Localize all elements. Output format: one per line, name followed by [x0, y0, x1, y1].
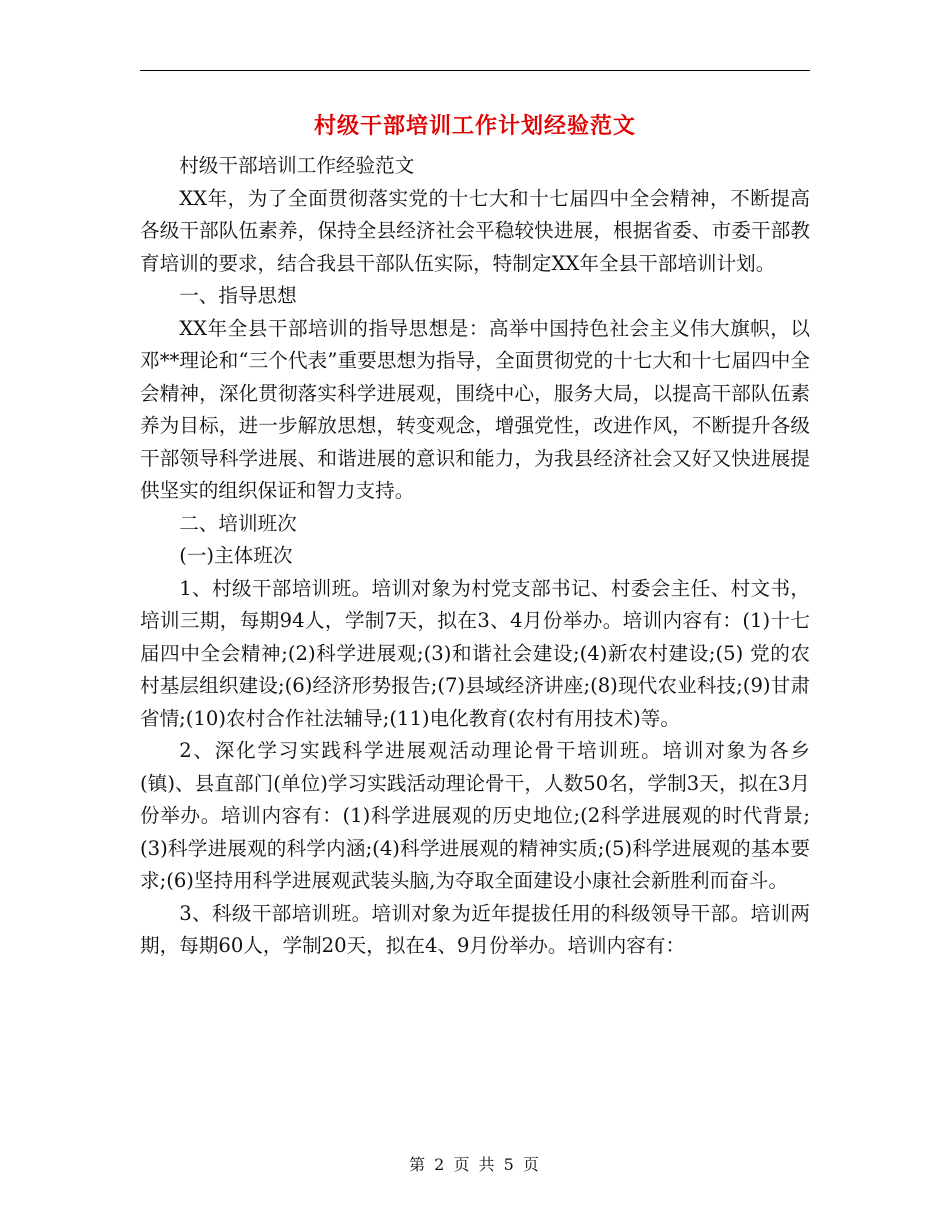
guiding-thought-paragraph: XX年全县干部培训的指导思想是：高举中国持色社会主义伟大旗帜，以邓**理论和“三个代表”重要思想为指导，全面贯彻党的十七大和十七届四中全会精神，深化贯彻落实科学进展观，围绕中心，服务大局，以提高干部队伍素养为目标，进一步解放思想，转变观念，增强党性，改进作风，不断提升各级干部领导科学进展、和谐进展的意识和能力，为我县经济社会又好又快进展提供坚实的组织保证和智力支持。: [140, 316, 810, 502]
document-body: [140, 150, 810, 963]
subsection-heading-main-classes: (一)主体班次: [179, 544, 293, 567]
section-heading-guiding-thought: 一、指导思想: [179, 284, 297, 307]
intro-paragraph: XX年，为了全面贯彻落实党的十七大和十七届四中全会精神，不断提高各级干部队伍素养，保持全县经济社会平稳较快进展，根据省委、市委干部教育培训的要求，结合我县干部队伍实际，特制定XX年全县干部培训计划。: [140, 186, 810, 275]
class-item-theory-backbone: 2、深化学习实践科学进展观活动理论骨干培训班。培训对象为各乡(镇)、县直部门(单位)学习实践活动理论骨干，人数50名，学制3天，拟在3月份举办。培训内容有：(1)科学进展观的历史地位;(2科学进展观的时代背景;(3)科学进展观的科学内涵;(4)科学进展观的精神实质;(5)科学进展观的基本要求;(6)坚持用科学进展观武装头脑,为夺取全面建设小康社会新胜利而奋斗。: [140, 739, 810, 892]
header-rule: [140, 70, 810, 71]
document-title: 村级干部培训工作计划经验范文: [313, 113, 636, 139]
page-number: 第 2 页 共 5 页: [409, 1155, 541, 1174]
section-heading-training-classes: 二、培训班次: [179, 511, 297, 535]
class-item-section-cadres: 3、科级干部培训班。培训对象为近年提拔任用的科级领导干部。培训两期，每期60人，学制20天，拟在4、9月份举办。培训内容有：: [140, 901, 810, 957]
class-item-village-cadres: 1、村级干部培训班。培训对象为村党支部书记、村委会主任、村文书，培训三期，每期94人，学制7天，拟在3、4月份举办。培训内容有：(1)十七届四中全会精神;(2)科学进展观;(3)和谐社会建设;(4)新农村建设;(5) 党的农村基层组织建设;(6)经济形势报告;(7)县域经济讲座;(8)现代农业科技;(9)甘肃省情;(10)农村合作社法辅导;(11)电化教育(农村有用技术)等。: [140, 576, 810, 730]
subtitle-paragraph: 村级干部培训工作经验范文: [179, 154, 415, 177]
